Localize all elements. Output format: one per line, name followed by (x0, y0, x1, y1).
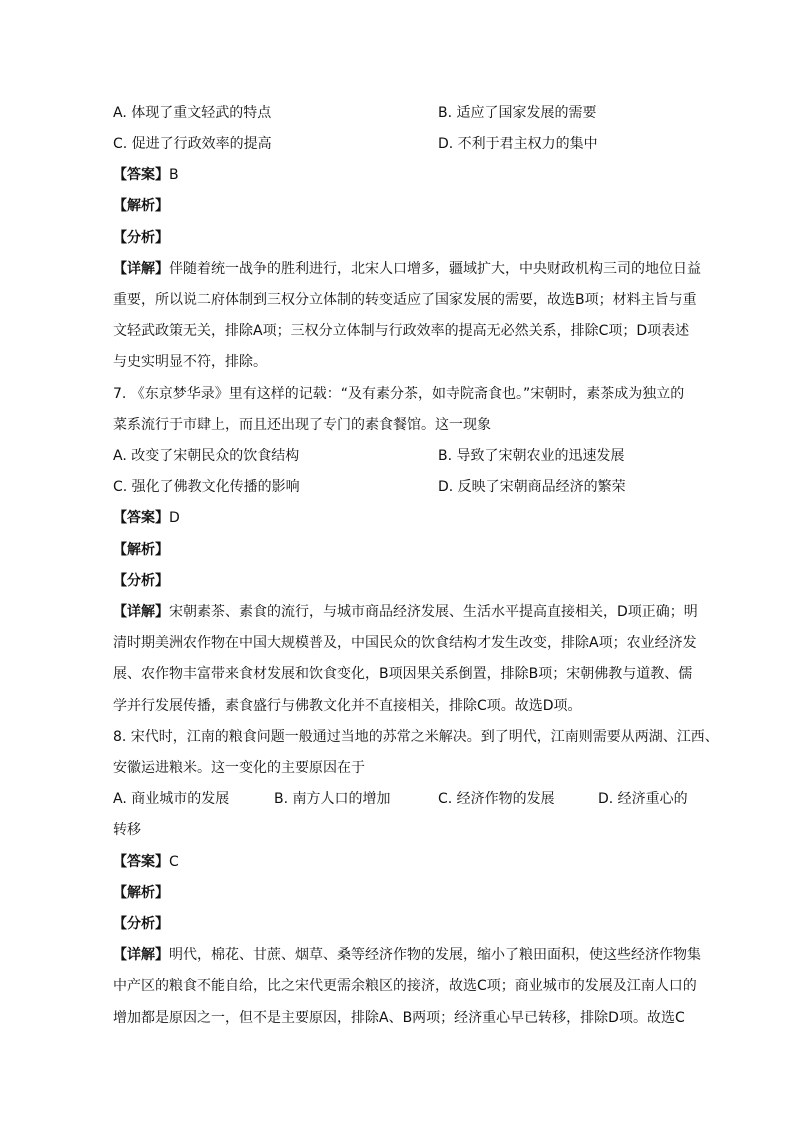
answer-tag: 【答案】 (113, 854, 169, 870)
q8-option-b: B. 南方人口的增加 (274, 791, 391, 807)
q7-fenxi-heading: 【分析】 (113, 573, 169, 589)
detail-text: 明代，棉花、甘蔗、烟草、桑等经济作物的发展，缩小了粮田面积，使这些经济作物集 (169, 947, 701, 963)
q6-detail-line-1 (113, 260, 701, 278)
q7-jiexi-heading: 【解析】 (113, 542, 169, 558)
q8-stem-line-2: 安徽运进粮米。这一变化的主要原因在于 (113, 760, 365, 776)
q7-option-a: A. 改变了宋朝民众的饮食结构 (113, 448, 300, 464)
q8-stem-line-1: 8. 宋代时，江南的粮食问题一般通过当地的苏常之米解决。到了明代，江南则需要从两湖、江西、 (113, 729, 719, 745)
q6-detail-line-4: 与史实明显不符，排除。 (113, 354, 267, 370)
detail-tag: 【详解】 (113, 604, 169, 620)
detail-tag: 【详解】 (113, 261, 169, 277)
q7-option-d: D. 反映了宋朝商品经济的繁荣 (438, 479, 626, 495)
q7-option-c: C. 强化了佛教文化传播的影响 (113, 479, 300, 495)
answer-value: C (169, 854, 179, 870)
q8-fenxi-heading: 【分析】 (113, 916, 169, 932)
q7-answer-row (113, 509, 180, 527)
q8-option-a: A. 商业城市的发展 (113, 791, 230, 807)
q8-detail-line-3: 增加都是原因之一，但不是主要原因，排除A、B两项；经济重心早已转移，排除D项。故选C (113, 1010, 685, 1026)
q6-fenxi-heading: 【分析】 (113, 230, 169, 246)
q6-option-b: B. 适应了国家发展的需要 (438, 105, 597, 121)
q8-option-d-continued: 转移 (113, 822, 141, 838)
q8-detail-line-1 (113, 946, 701, 964)
q7-stem-line-1: 7. 《东京梦华录》里有这样的记载：“及有素分茶，如寺院斋食也。”宋朝时，素茶成为独立的 (113, 386, 685, 402)
q8-answer-row (113, 853, 179, 871)
q7-detail-line-4: 学并行发展传播，素食盛行与佛教文化并不直接相关，排除C项。故选D项。 (113, 698, 582, 714)
q8-option-c: C. 经济作物的发展 (438, 791, 555, 807)
q7-option-b: B. 导致了宋朝农业的迅速发展 (438, 448, 625, 464)
q7-detail-line-2: 清时期美洲农作物在中国大规模普及，中国民众的饮食结构才发生改变，排除A项；农业经济发 (113, 635, 697, 651)
answer-value: D (169, 510, 180, 526)
detail-text: 宋朝素茶、素食的流行，与城市商品经济发展、生活水平提高直接相关，D项正确；明 (169, 604, 698, 620)
q6-option-a: A. 体现了重文轻武的特点 (113, 105, 272, 121)
q6-detail-line-3: 文轻武政策无关，排除A项；三权分立体制与行政效率的提高无必然关系，排除C项；D项表述 (113, 323, 690, 339)
detail-tag: 【详解】 (113, 947, 169, 963)
answer-value: B (169, 167, 179, 183)
q8-detail-line-2: 中产区的粮食不能自给，比之宋代更需余粮区的接济，故选C项；商业城市的发展及江南人口的 (113, 978, 697, 994)
q6-option-d: D. 不利于君主权力的集中 (438, 136, 598, 152)
q7-detail-line-1 (113, 603, 698, 621)
answer-tag: 【答案】 (113, 167, 169, 183)
detail-text: 伴随着统一战争的胜利进行，北宋人口增多，疆域扩大，中央财政机构三司的地位日益 (169, 261, 701, 277)
q8-jiexi-heading: 【解析】 (113, 885, 169, 901)
q6-answer-row (113, 166, 179, 184)
q6-detail-line-2: 重要，所以说二府体制到三权分立体制的转变适应了国家发展的需要，故选B项；材料主旨与重 (113, 292, 697, 308)
q6-jiexi-heading: 【解析】 (113, 198, 169, 214)
q6-option-c: C. 促进了行政效率的提高 (113, 136, 272, 152)
answer-tag: 【答案】 (113, 510, 169, 526)
q8-option-d: D. 经济重心的 (598, 791, 688, 807)
q7-detail-line-3: 展、农作物丰富带来食材发展和饮食变化，B项因果关系倒置，排除B项；宋朝佛教与道教、儒 (113, 666, 693, 682)
q7-stem-line-2: 菜系流行于市肆上，而且还出现了专门的素食餐馆。这一现象 (113, 417, 491, 433)
